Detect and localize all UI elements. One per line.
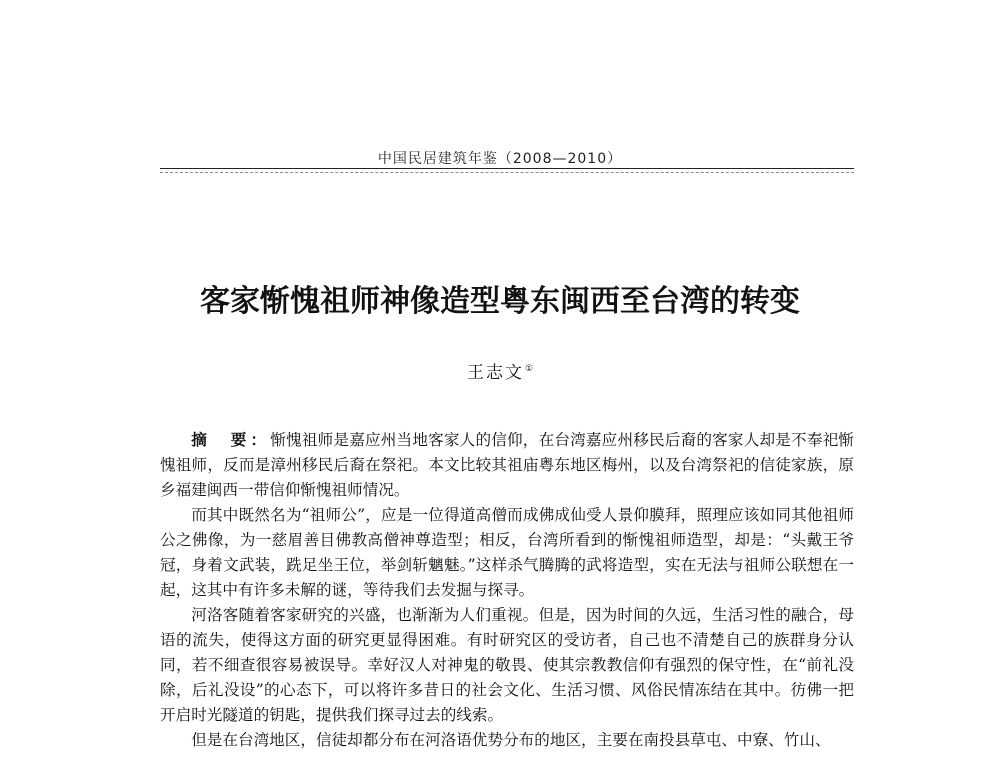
article-title: 客家惭愧祖师神像造型粤东闽西至台湾的转变 xyxy=(200,284,800,319)
author-footnote-mark: ① xyxy=(524,364,534,375)
body-paragraph-2: 河洛客随着客家研究的兴盛，也渐渐为人们重视。但是，因为时间的久远，生活习性的融合，母语的流失，使得这方面的研究更显得困难。有时研究区的受访者，自己也不清楚自己的族群身分认同，若不细查很容易被误导。幸好汉人对神鬼的敬畏、使其宗教教信仰有强烈的保守性，在“前礼没除，后礼没设”的心态下，可以将许多昔日的社会文化、生活习惯、风俗民情冻结在其中。彷佛一把开启时光隧道的钥匙，提供我们探寻过去的线索。 xyxy=(160,606,854,724)
article-author xyxy=(0,358,1000,383)
abstract-text: 惭愧祖师是嘉应州当地客家人的信仰，在台湾嘉应州移民后裔的客家人却是不奉祀惭愧祖师，反而是漳州移民后裔在祭祀。本文比较其祖庙粤东地区梅州，以及台湾祭祀的信徒家族，原乡福建闽西一带信仰惭愧祖师情况。 xyxy=(160,431,854,499)
body-paragraph-1: 而其中既然名为“祖师公”，应是一位得道高僧而成佛成仙受人景仰膜拜，照理应该如同其他祖师公之佛像，为一慈眉善目佛教高僧神尊造型；相反，台湾所看到的惭愧祖师造型，却是：“头戴王爷冠，身着文武装，跣足坐王位，举剑斩魑魅。”这样杀气腾腾的武将造型，实在无法与祖师公联想在一起，这其中有许多未解的谜，等待我们去发掘与探寻。 xyxy=(160,506,854,599)
author-name: 王志文 xyxy=(466,363,524,383)
header-rule xyxy=(160,168,854,169)
abstract-label: 摘 要： xyxy=(191,431,271,449)
body-paragraph-3: 但是在台湾地区，信徒却都分布在河洛语优势分布的地区，主要在南投县草屯、中寮、竹山、 xyxy=(191,731,831,749)
running-header: 中国民居建筑年鉴（2008—2010） xyxy=(377,151,623,167)
header-rule-secondary xyxy=(160,172,854,173)
article-body xyxy=(160,428,854,753)
abstract-paragraph xyxy=(160,428,854,503)
